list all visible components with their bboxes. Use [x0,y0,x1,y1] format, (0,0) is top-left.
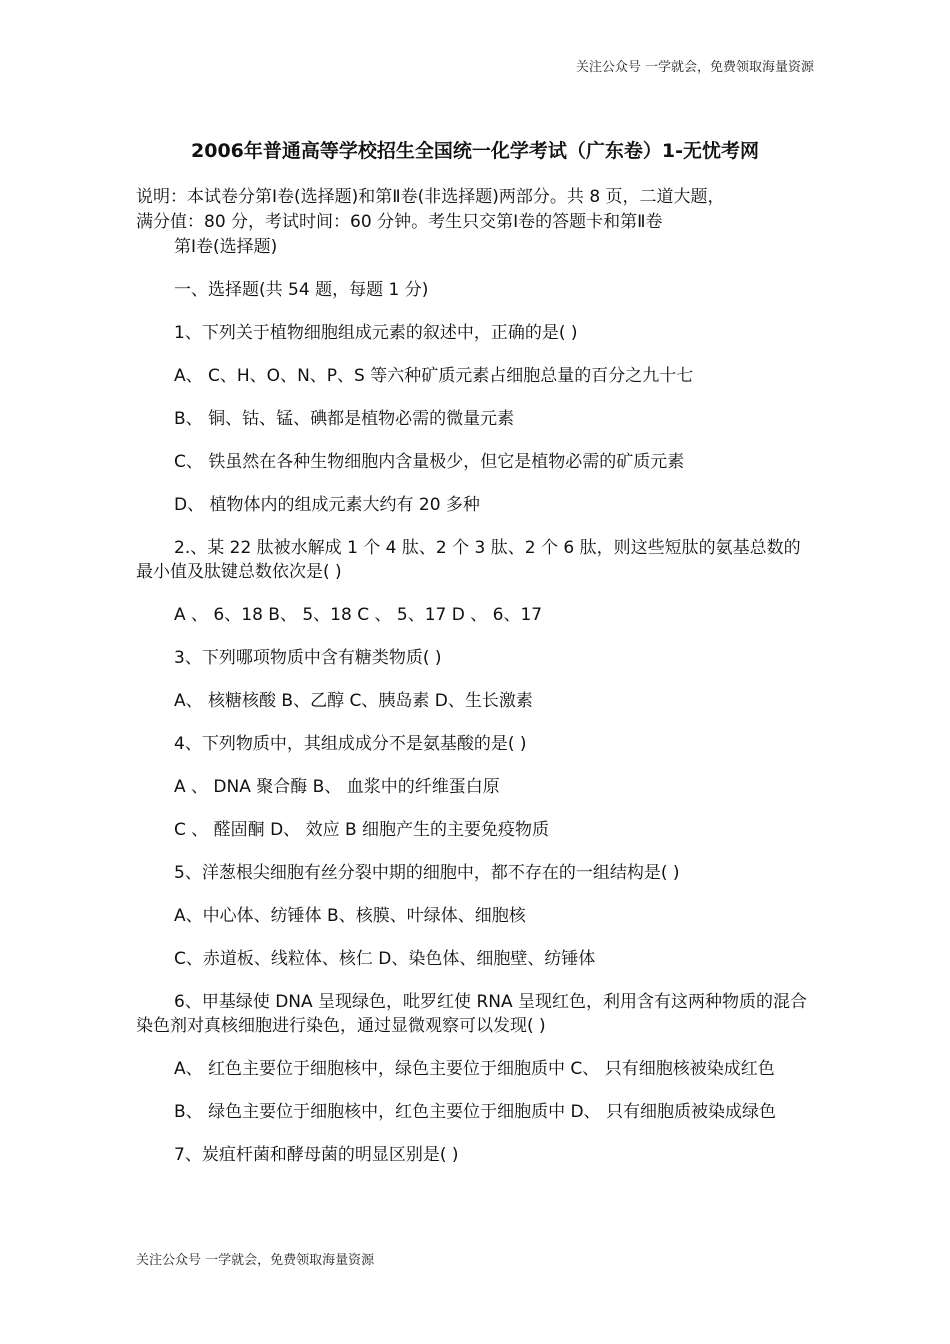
q1-option-c: C、 铁虽然在各种生物细胞内含量极少，但它是植物必需的矿质元素 [174,452,685,472]
intro-line-2: 满分值：80 分，考试时间：60 分钟。考生只交第Ⅰ卷的答题卡和第Ⅱ卷 [136,212,663,232]
q2-stem: 2.、某 22 肽被水解成 1 个 4 肽、2 个 3 肽、2 个 6 肽，则这些短肽的氨基总数的最小值及肽键总数依次是( ) [136,538,801,582]
page-title: 2006年普通高等学校招生全国统一化学考试（广东卷）1-无忧考网 [191,140,759,162]
intro-line-1: 说明：本试卷分第Ⅰ卷(选择题)和第Ⅱ卷(非选择题)两部分。共 8 页，二道大题， [136,187,725,207]
q5-options-cd: C、赤道板、线粒体、核仁 D、染色体、细胞壁、纺锤体 [174,949,596,969]
q4-stem: 4、下列物质中，其组成成分不是氨基酸的是( ) [174,734,527,754]
q4-options-ab: A 、 DNA 聚合酶 B、 血浆中的纤维蛋白原 [174,777,500,797]
footer-promo-note: 关注公众号 一学就会，免费领取海量资源 [136,1253,375,1268]
q6-options-ac: A、 红色主要位于细胞核中，绿色主要位于细胞质中 C、 只有细胞核被染成红色 [174,1059,775,1079]
q1-option-a: A、 C、H、O、N、P、S 等六种矿质元素占细胞总量的百分之九十七 [174,366,694,386]
q6-options-bd: B、 绿色主要位于细胞核中，红色主要位于细胞质中 D、 只有细胞质被染成绿色 [174,1102,776,1122]
q1-option-b: B、 铜、钴、锰、碘都是植物必需的微量元素 [174,409,515,429]
header-promo-note: 关注公众号 一学就会，免费领取海量资源 [575,60,814,75]
q6-stem: 6、甲基绿使 DNA 呈现绿色，吡罗红使 RNA 呈现红色，利用含有这两种物质的混合染色剂对真核细胞进行染色，通过显微观察可以发现( ) [136,992,808,1036]
q1-stem: 1、下列关于植物细胞组成元素的叙述中，正确的是( ) [174,323,578,343]
q1-option-d: D、 植物体内的组成元素大约有 20 多种 [174,495,480,515]
document-body [136,185,816,1167]
section-heading: 一、选择题(共 54 题，每题 1 分) [174,280,429,300]
q4-options-cd: C 、 醛固酮 D、 效应 B 细胞产生的主要免疫物质 [174,820,550,840]
q5-stem: 5、洋葱根尖细胞有丝分裂中期的细胞中，都不存在的一组结构是( ) [174,863,680,883]
q3-stem: 3、下列哪项物质中含有糖类物质( ) [174,648,442,668]
q5-options-ab: A、中心体、纺锤体 B、核膜、叶绿体、细胞核 [174,906,526,926]
q2-options: A 、 6、18 B、 5、18 C 、 5、17 D 、 6、17 [174,605,543,625]
q7-stem: 7、炭疽杆菌和酵母菌的明显区别是( ) [174,1145,459,1165]
intro-block [136,185,816,260]
q3-options: A、 核糖核酸 B、乙醇 C、胰岛素 D、生长激素 [174,691,533,711]
part-heading: 第Ⅰ卷(选择题) [174,237,278,257]
